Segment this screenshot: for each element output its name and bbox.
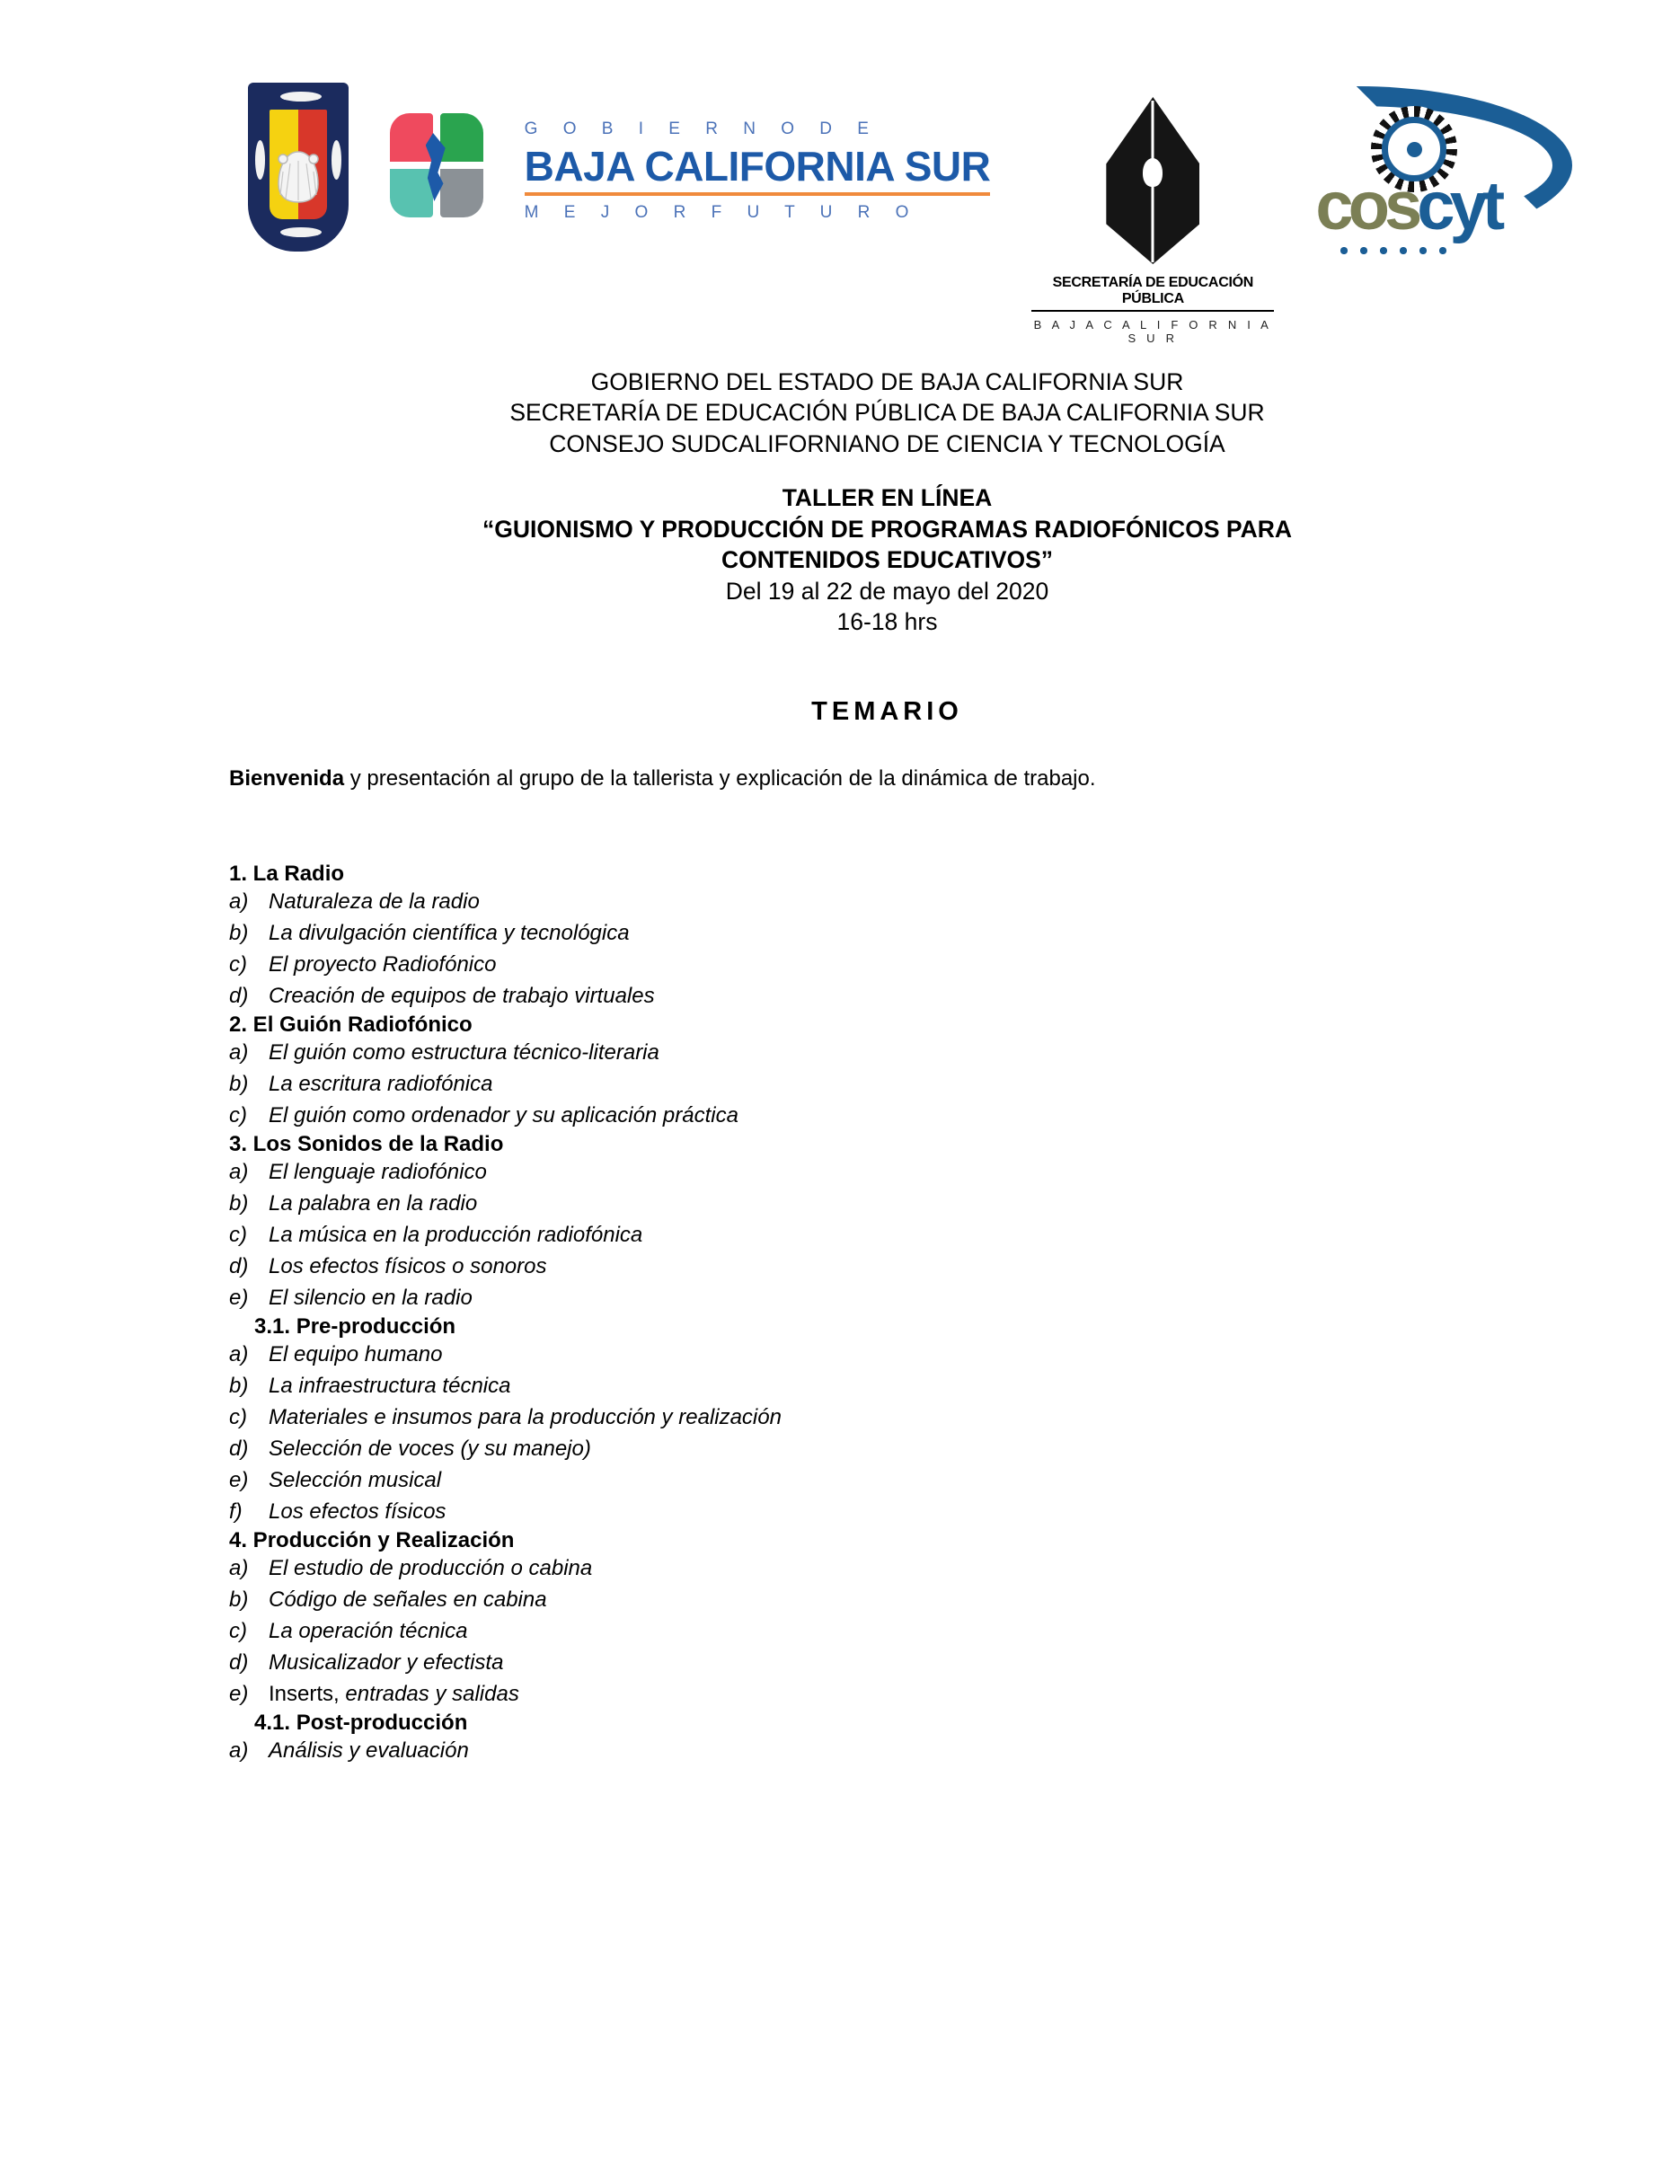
list-item-label: Los efectos físicos [269,1499,447,1524]
coscyt-logo [1315,86,1540,266]
list-item-marker: c) [229,1222,247,1247]
list-item [229,1434,1545,1465]
list-item-label: La escritura radiofónica [269,1071,493,1096]
logo-band [0,0,1680,345]
list-item-label: Musicalizador y efectista [269,1649,504,1675]
list-item-label: El guión como estructura técnico-literaria [269,1039,659,1065]
organization-heading [229,367,1545,459]
list-item-label: Naturaleza de la radio [269,889,480,914]
list-item-marker: b) [229,1373,249,1398]
coscyt-wordmark [1315,168,1500,244]
list-item-marker: a) [229,1159,249,1184]
section-item-list [229,1553,1545,1711]
org-line-3: CONSEJO SUDCALIFORNIANO DE CIENCIA Y TECNOLOGÍA [549,429,1225,457]
section-heading: 1. La Radio [229,861,345,886]
list-item-marker: a) [229,1039,249,1065]
list-item-label: El proyecto Radiofónico [269,951,497,977]
list-item-marker: d) [229,1649,249,1675]
list-item-label: El estudio de producción o cabina [269,1555,593,1580]
list-item-label: La infraestructura técnica [269,1373,511,1398]
list-item-label: Materiales e insumos para la producción y realización [269,1404,782,1429]
list-item-label [269,1681,519,1706]
list-item-marker: a) [229,1737,249,1763]
list-item [229,1157,1545,1189]
section-item-list [229,1340,1545,1528]
list-item-label: El equipo humano [269,1341,443,1366]
quadrant-infrastructure-icon [440,169,483,217]
list-item-label: Código de señales en cabina [269,1587,547,1612]
list-item-label: Selección musical [269,1467,442,1492]
welcome-rest-text: y presentación al grupo de la tallerista y explicación de la dinámica de trabajo. [344,765,1096,791]
list-item [229,1465,1545,1497]
document-content [0,367,1680,1767]
quadrant-tourism-icon [390,169,433,217]
list-item-label: Selección de voces (y su manejo) [269,1436,591,1461]
list-item-marker: d) [229,1436,249,1461]
section-item-list [229,1157,1545,1314]
list-item-marker: c) [229,951,247,977]
list-item [229,1736,1545,1767]
list-item-marker: a) [229,1555,249,1580]
list-item [229,1038,1545,1069]
list-item-label: El silencio en la radio [269,1285,473,1310]
list-item-label: La palabra en la radio [269,1190,478,1216]
title-line-3: CONTENIDOS EDUCATIVOS” [721,546,1054,574]
fish-icon-left [255,140,265,180]
org-line-1: GOBIERNO DEL ESTADO DE BAJA CALIFORNIA SUR [590,368,1184,395]
list-item [229,1069,1545,1101]
welcome-paragraph [229,765,1545,793]
subsection-heading: 4.1. Post-producción [254,1710,468,1735]
section-heading: 3. Los Sonidos de la Radio [229,1131,504,1156]
list-item-marker: b) [229,920,249,945]
list-item [229,1553,1545,1585]
list-item-label-upright: Inserts, [269,1681,340,1706]
sep-title: SECRETARÍA DE EDUCACIÓN PÚBLICA [1031,275,1274,312]
list-item-marker: b) [229,1190,249,1216]
list-item [229,1402,1545,1434]
list-item-marker: e) [229,1285,249,1310]
workshop-hours: 16-18 hrs [836,608,938,636]
list-item-marker: a) [229,889,249,914]
list-item [229,1251,1545,1283]
baja-california-sur-label: BAJA CALIFORNIA SUR [524,143,991,190]
coat-of-arms-logo [248,83,349,252]
workshop-dates: Del 19 al 22 de mayo del 2020 [725,577,1049,605]
list-item-label: El lenguaje radiofónico [269,1159,487,1184]
sep-logo [1031,97,1274,345]
list-item-marker: f) [229,1499,243,1524]
subsection-heading: 3.1. Pre-producción [254,1313,456,1339]
list-item [229,1371,1545,1402]
list-item-label: Análisis y evaluación [269,1737,469,1763]
coscyt-dots-icon [1337,246,1454,255]
list-item-label: La divulgación científica y tecnológica [269,920,630,945]
list-item-marker: a) [229,1341,249,1366]
list-item-marker: c) [229,1102,247,1127]
fish-icon-top [280,92,322,102]
temario-heading: TEMARIO [811,696,963,726]
list-item [229,1101,1545,1132]
list-item [229,1648,1545,1679]
sep-open-book-icon [1101,97,1205,268]
section-item-list [229,1038,1545,1132]
list-item [229,1585,1545,1616]
list-item [229,1340,1545,1371]
list-item [229,918,1545,950]
list-item [229,1616,1545,1648]
fish-icon-right [332,140,341,180]
list-item-label: Creación de equipos de trabajo virtuales [269,983,655,1008]
list-item [229,1679,1545,1711]
title-line-2: “GUIONISMO Y PRODUCCIÓN DE PROGRAMAS RADIOFÓNICOS PARA [482,515,1293,543]
temario-sections [229,862,1545,1767]
welcome-bold-word: Bienvenida [229,765,345,791]
section-heading: 2. El Guión Radiofónico [229,1012,473,1037]
list-item-label: La música en la producción radiofónica [269,1222,643,1247]
list-item [229,1189,1545,1220]
list-item [229,1220,1545,1251]
quadrant-agriculture-icon [440,113,483,162]
list-item-marker: b) [229,1587,249,1612]
fish-icon-bottom [280,227,322,237]
section-heading: 4. Producción y Realización [229,1527,515,1552]
list-item-label: El guión como ordenador y su aplicación práctica [269,1102,738,1127]
list-item [229,950,1545,981]
list-item-marker: c) [229,1404,247,1429]
list-item [229,1497,1545,1528]
sep-subtitle: B A J A C A L I F O R N I A S U R [1033,318,1273,345]
shell-icon [274,148,323,206]
list-item [229,981,1545,1012]
list-item-marker: d) [229,983,249,1008]
gobierno-de-label: G O B I E R N O D E [524,119,880,138]
title-line-1: TALLER EN LÍNEA [782,484,993,512]
list-item-marker: c) [229,1618,247,1643]
section-item-list [229,1736,1545,1767]
org-line-2: SECRETARÍA DE EDUCACIÓN PÚBLICA DE BAJA CALIFORNIA SUR [509,399,1265,427]
gobierno-wordmark [525,120,991,221]
coscyt-word-cos: cos [1315,168,1418,244]
orange-rule [525,192,991,196]
mejor-futuro-label: M E J O R F U T U R O [524,203,919,222]
list-item-marker: e) [229,1681,249,1706]
list-item [229,887,1545,918]
workshop-title-block [229,482,1545,637]
list-item-label: Los efectos físicos o sonoros [269,1253,547,1278]
sep-figure-icon [1143,158,1163,187]
section-item-list [229,887,1545,1012]
list-item-marker: d) [229,1253,249,1278]
list-item-label: La operación técnica [269,1618,468,1643]
list-item-marker: e) [229,1467,249,1492]
bcs-quadrant-logo [390,113,483,217]
list-item-marker: b) [229,1071,249,1096]
list-item-label-italic: entradas y salidas [339,1681,519,1706]
coscyt-word-cyt: cyt [1417,168,1500,244]
list-item [229,1283,1545,1314]
quadrant-family-icon [390,113,433,162]
